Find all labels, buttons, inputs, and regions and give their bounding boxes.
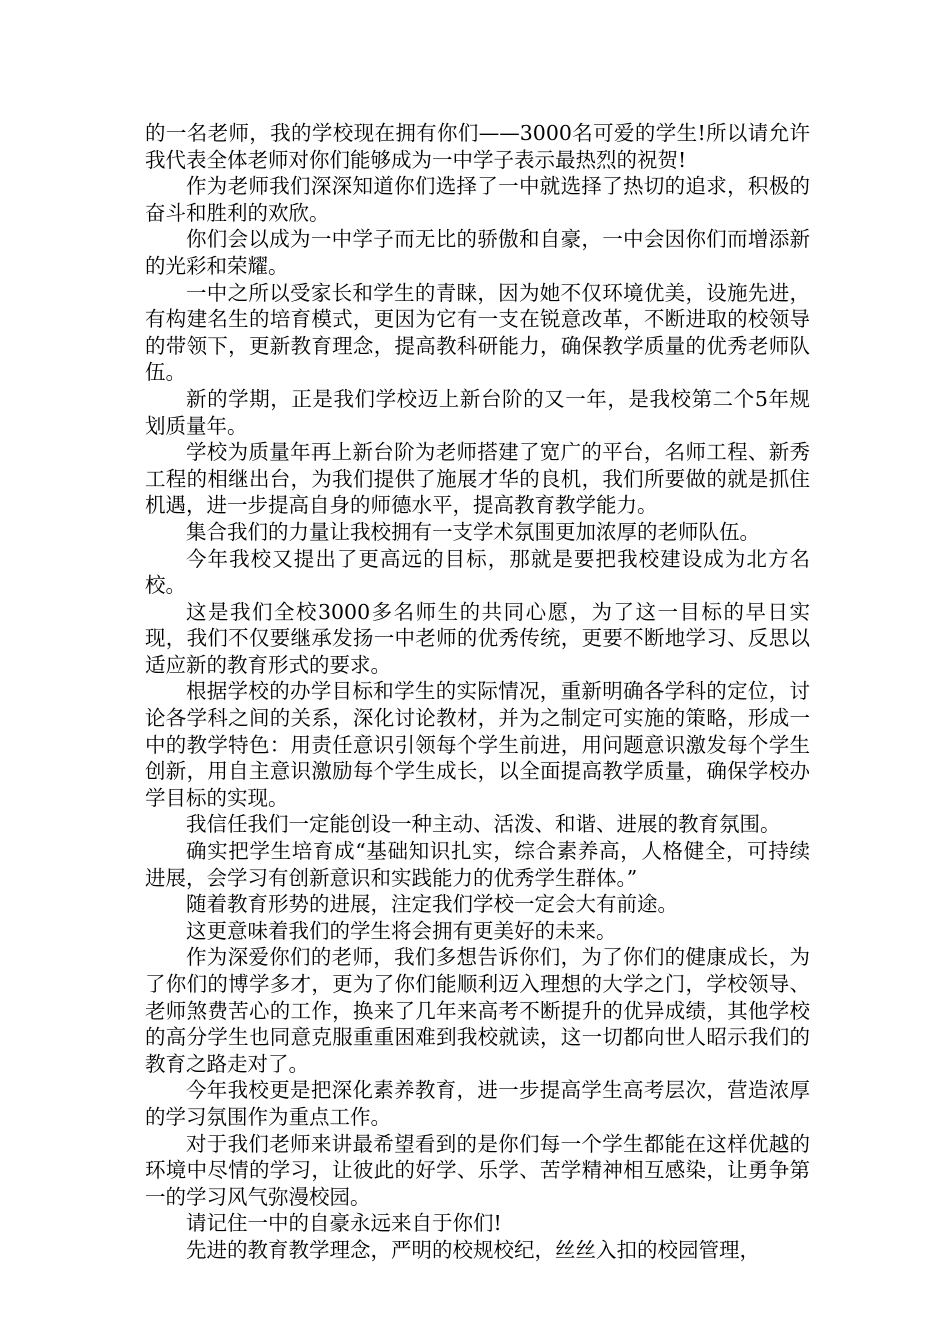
paragraph: 先进的教育教学理念，严明的校规校纪，丝丝入扣的校园管理， (186, 1237, 760, 1262)
paragraph: 请记住一中的自豪永远来自于你们! (186, 1211, 502, 1236)
paragraph: 你们会以成为一中学子而无比的骄傲和自豪，一中会因你们而增添新的光彩和荣耀。 (145, 227, 810, 278)
paragraph: 这是我们全校3000多名师生的共同心愿，为了这一目标的早日实现，我们不仅要继承发扬一中老师的优秀传统，更要不断地学习、反思以适应新的教育形式的要求。 (145, 599, 810, 677)
paragraph: 一中之所以受家长和学生的青睐，因为她不仅环境优美，设施先进，有构建名生的培育模式，更因为它有一支在锐意改革，不断进取的校领导的带领下，更新教育理念，提高教科研能力，确保教学质量的优秀老师队伍。 (145, 280, 810, 385)
paragraph: 新的学期，正是我们学校迈上新台阶的又一年，是我校第二个5年规划质量年。 (145, 386, 810, 438)
paragraph: 今年我校又提出了更高远的目标，那就是要把我校建设成为北方名校。 (145, 546, 810, 598)
paragraph-continued: 的一名老师，我的学校现在拥有你们——3000名可爱的学生!所以请允许我代表全体老师对你们能够成为一中学子表示最热烈的祝贺! (145, 121, 810, 172)
paragraph: 确实把学生培育成“基础知识扎实，综合素养高，人格健全，可持续进展，会学习有创新意识和实践能力的优秀学生群体。” (145, 839, 810, 890)
paragraph: 对于我们老师来讲最希望看到的是你们每一个学生都能在这样优越的环境中尽情的学习，让彼此的好学、乐学、苦学精神相互感染，让勇争第一的学习风气弥漫校园。 (145, 1131, 810, 1209)
paragraph: 随着教育形势的进展，注定我们学校一定会大有前途。 (186, 892, 678, 917)
paragraph: 集合我们的力量让我校拥有一支学术氛围更加浓厚的老师队伍。 (186, 519, 760, 544)
paragraph: 这更意味着我们的学生将会拥有更美好的未来。 (186, 918, 617, 943)
paragraph: 根据学校的办学目标和学生的实际情况，重新明确各学科的定位，讨论各学科之间的关系，深化讨论教材，并为之制定可实施的策略，形成一中的教学特色：用责任意识引领每个学生前进，用问题意识激发每个学生创新，用自主意识激励每个学生成长，以全面提高教学质量，确保学校办学目标的实现。 (145, 679, 810, 810)
paragraph: 作为老师我们深深知道你们选择了一中就选择了热切的追求，积极的奋斗和胜利的欢欣。 (145, 174, 810, 225)
paragraph: 作为深爱你们的老师，我们多想告诉你们，为了你们的健康成长，为了你们的博学多才，更为了你们能顺利迈入理想的大学之门，学校领导、老师煞费苦心的工作，换来了几年来高考不断提升的优异成绩，其他学校的高分学生也同意克服重重困难到我校就读，这一切都向世人昭示我们的教育之路走对了。 (145, 945, 810, 1076)
paragraph: 今年我校更是把深化素养教育，进一步提高学生高考层次，营造浓厚的学习氛围作为重点工作。 (145, 1078, 810, 1129)
paragraph: 学校为质量年再上新台阶为老师搭建了宽广的平台，名师工程、新秀工程的相继出台，为我们提供了施展才华的良机，我们所要做的就是抓住机遇，进一步提高自身的师德水平，提高教育教学能力。 (145, 440, 810, 518)
paragraph: 我信任我们一定能创设一种主动、活泼、和谐、进展的教育氛围。 (186, 812, 781, 837)
document-body (145, 120, 810, 1264)
